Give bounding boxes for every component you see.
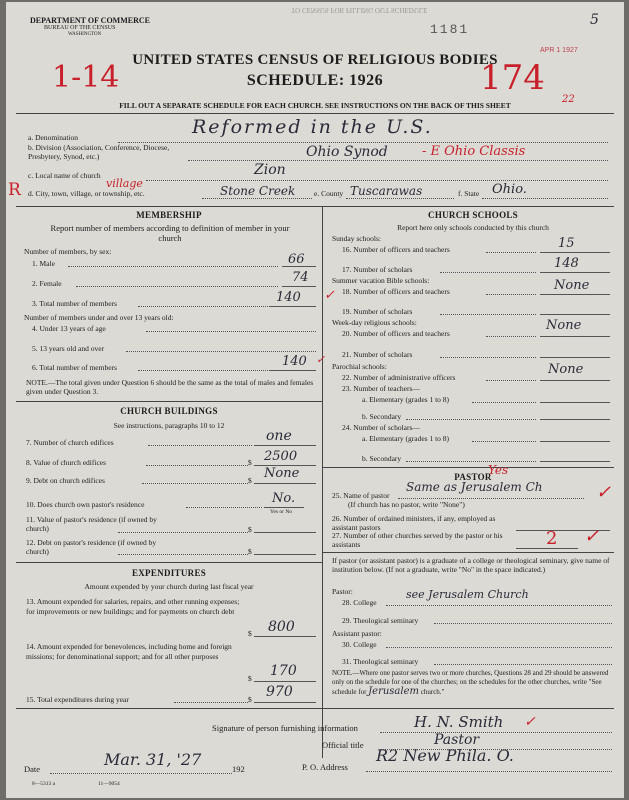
signature-value: H. N. Smith [414,713,504,731]
q2-label: 2. Female [32,279,62,288]
q1-value: 66 [288,252,305,267]
q3-label: 3. Total number of members [32,299,117,308]
right-code-small: 22 [562,94,575,105]
pastor-title-mark: Yes [488,463,509,477]
q25-value: Same as Jerusalem Ch [406,480,543,494]
q17-label: 17. Number of scholars [342,265,413,274]
check-mark: ✓ [316,353,326,366]
county-value: Tuscarawas [350,184,423,198]
print-number: 11—9054 [98,781,120,787]
q18-label: 18. Number of officers and teachers [342,287,450,296]
q11-label: 11. Value of pastor's residence (if owned by church) [26,515,157,533]
yes-no-hint: Yes or No [270,509,293,515]
dollar-sign: $ [248,525,252,534]
check-mark: ✓ [324,288,335,303]
expenditures-sub: Amount expended by your church during last fiscal year [84,582,254,591]
denomination-value: Reformed in the U.S. [192,116,433,138]
po-address-label: P. O. Address [302,762,348,772]
state-value: Ohio. [492,182,527,197]
q1-label: 1. Male [32,259,55,268]
buildings-title: CHURCH BUILDINGS [120,406,218,416]
q15-value: 970 [266,684,293,700]
q9-value: None [264,466,300,481]
graduate-note: If pastor (or assistant pastor) is a graduate of a college or theological seminary, give name of institution below. (If not a graduate, write "No" in the space indicated.) [332,556,610,574]
bureau: BUREAU OF THE CENSUS [44,25,116,31]
denomination-label: a. Denomination [28,133,78,142]
dollar-sign: $ [248,547,252,556]
parochial-label: Parochial schools: [332,362,387,371]
q22-label: 22. Number of administrative officers [342,373,456,382]
check-mark: ✓ [524,714,536,730]
q25-label: 25. Name of pastor [332,491,390,500]
state-label: f. State [458,189,480,198]
po-address-value: R2 New Phila. O. [376,746,514,765]
q16-label: 16. Number of officers and teachers [342,245,450,254]
r-mark: R [8,180,21,200]
membership-intro: Report number of members according to definition of member in your church [50,223,290,243]
instructions: FILL OUT A SEPARATE SCHEDULE FOR EACH CHURCH. SEE INSTRUCTIONS ON THE BACK OF THIS SHEET [119,101,511,110]
q16-value: 15 [558,236,575,251]
q6-value: 140 [282,354,307,369]
q28-label: 28. College [342,598,377,607]
q21-label: 21. Number of scholars [342,350,413,359]
q17-value: 148 [554,256,579,271]
q8-label: 8. Value of church edifices [26,458,107,467]
pastor-label: Pastor: [332,587,353,596]
signature-label: Signature of person furnishing information [212,723,358,733]
q10-value: No. [272,491,296,506]
city: WASHINGTON [68,32,102,37]
q6-label: 6. Total number of members [32,363,117,372]
q4-label: 4. Under 13 years of age [32,324,106,333]
q24b-label: b. Secondary [362,454,402,463]
date-label: Date [24,764,41,774]
q14-label: 14. Amount expended for benevolences, including home and foreign missions; for denominational support; and for all other purposes [26,642,232,661]
check-mark: ✓ [596,482,612,503]
department: DEPARTMENT OF COMMERCE [30,16,151,25]
dollar-sign: $ [248,476,252,485]
q23-label: 23. Number of teachers— [342,384,420,393]
left-code: 1-14 [52,60,120,95]
form-number: 8—5313 a [32,781,56,787]
county-label: e. County [314,189,344,198]
by-age-label: Number of members under and over 13 years old: [24,313,174,322]
local-name-label: c. Local name of church [28,171,101,180]
q13-label: 13. Amount expended for salaries, repairs, and other running expenses; for improvements or new buildings; and for payments on church debt [26,597,240,616]
q29-label: 29. Theological seminary [342,616,419,625]
year-suffix: 192 [232,764,245,774]
q13-value: 800 [268,619,295,635]
q30-label: 30. College [342,640,377,649]
q23a-label: a. Elementary (grades 1 to 8) [362,395,450,404]
corner-mark: 5 [590,12,599,28]
form-subtitle: SCHEDULE: 1926 [246,72,384,89]
q7-value: one [266,428,292,444]
q20-value: None [546,318,582,333]
city-value: Stone Creek [220,184,296,198]
q24-label: 24. Number of scholars— [342,423,420,432]
vacation-label: Summer vacation Bible schools: [332,276,430,285]
bleed-through-text: TO CENSUS FOR FILLING OUT SCHEDULE [291,6,428,14]
q31-label: 31. Theological seminary [342,657,419,666]
city-red-correction: village [106,177,143,190]
q27-value: 2 [546,528,558,549]
q12-label: 12. Debt on pastor's residence (if owned by church) [26,538,157,556]
expenditures-title: EXPENDITURES [131,568,207,578]
weekday-label: Week-day religious schools: [332,318,417,327]
sunday-label: Sunday schools: [332,234,381,243]
q23b-label: b. Secondary [362,412,402,421]
form-title: UNITED STATES CENSUS OF RELIGIOUS BODIES [132,52,498,68]
pastor-title: PASTOR [454,472,492,482]
q15-label: 15. Total expenditures during year [26,695,129,704]
official-title-label: Official title [322,740,364,750]
by-sex-label: Number of members, by sex: [24,247,112,256]
q3-value: 140 [276,290,301,305]
division-extra: - E Ohio Classis [422,144,526,159]
q7-label: 7. Number of church edifices [26,438,114,447]
buildings-sub: See instructions, paragraphs 10 to 12 [113,421,225,430]
official-title-value: Pastor [434,732,480,748]
q24a-label: a. Elementary (grades 1 to 8) [362,434,450,443]
division-value: Ohio Synod [306,144,388,160]
assistant-label: Assistant pastor: [332,629,382,638]
local-name-value: Zion [254,162,286,178]
date-value: Mar. 31, '27 [104,750,202,769]
q18-value: None [554,278,590,293]
q2-value: 74 [292,270,309,285]
q22-value: None [548,362,584,377]
q26-label: 26. Number of ordained ministers, if any, employed as assistant pastors [332,514,496,532]
membership-title: MEMBERSHIP [136,210,202,220]
dollar-sign: $ [248,458,252,467]
city-label: d. City, town, village, or township, etc. [28,189,145,198]
q27-label: 27. Number of other churches served by the pastor or his assistants [332,531,503,549]
division-label: b. Division (Association, Conference, Diocese, Presbytery, Synod, etc.) [28,143,170,161]
q9-label: 9. Debt on church edifices [26,476,105,485]
pastor-note: NOTE.—Where one pastor serves two or more churches, Questions 28 and 29 should be answered only on the schedule for one of the churches; on the schedules for the other churches, write "See schedule for Jerusalem church." [332,669,609,697]
dollar-sign: $ [248,674,252,683]
check-mark: ✓ [584,526,600,547]
date-stamp: APR 1 1927 [540,47,578,54]
dollar-sign: $ [248,695,252,704]
dollar-sign: $ [248,629,252,638]
right-code: 174 [480,58,545,98]
census-schedule [6,2,624,798]
pastor-note-handwriting: Jerusalem [368,686,419,697]
q8-value: 2500 [264,449,298,464]
q5-label: 5. 13 years old and over [32,344,105,353]
q20-label: 20. Number of officers and teachers [342,329,450,338]
membership-note: NOTE.—The total given under Question 6 should be the same as the total of males and females given under Question 3. [26,378,314,396]
q25-note: (If church has no pastor, write "None") [348,500,465,509]
q10-label: 10. Does church own pastor's residence [26,500,145,509]
q14-value: 170 [270,663,297,679]
q19-label: 19. Number of scholars [342,307,413,316]
schools-title: CHURCH SCHOOLS [428,210,518,220]
serial-number: 1181 [430,22,470,37]
schools-sub: Report here only schools conducted by this church [397,223,549,232]
q28-value: see Jerusalem Church [406,588,529,601]
